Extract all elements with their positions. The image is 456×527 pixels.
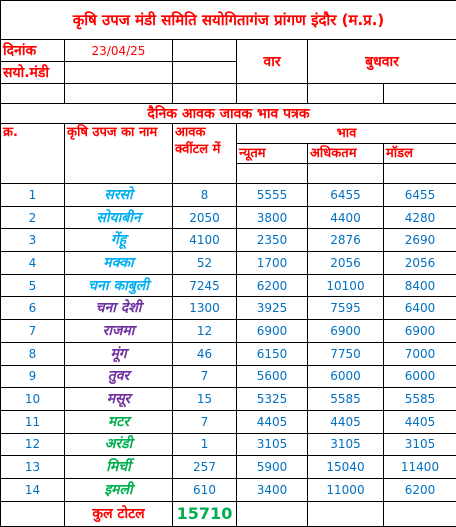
cell-max-price: 11000 bbox=[308, 478, 384, 501]
cell-sn: 8 bbox=[1, 342, 65, 365]
cell-min-price: 6200 bbox=[237, 274, 308, 297]
cell-max-price: 3105 bbox=[308, 433, 384, 456]
cell-min-price: 3800 bbox=[237, 206, 308, 229]
cell-arrival: 15 bbox=[173, 388, 237, 411]
cell-modal-price: 8400 bbox=[384, 274, 456, 297]
empty-cell bbox=[173, 40, 237, 62]
cell-modal-price: 11400 bbox=[384, 456, 456, 479]
table-row bbox=[1, 274, 456, 297]
cell-max-price: 15040 bbox=[308, 456, 384, 479]
day-label: वार bbox=[237, 40, 308, 84]
cell-min-price: 5600 bbox=[237, 365, 308, 388]
cell-modal-price: 6900 bbox=[384, 320, 456, 343]
mandi-label: सयो.मंडी bbox=[1, 62, 65, 84]
empty-cell bbox=[237, 501, 308, 526]
table-row bbox=[1, 456, 456, 479]
cell-max-price: 4405 bbox=[308, 410, 384, 433]
empty-cell bbox=[1, 84, 65, 104]
table-row bbox=[1, 433, 456, 456]
cell-modal-price: 4405 bbox=[384, 410, 456, 433]
col-head-max: अधिकतम bbox=[308, 144, 384, 164]
table-row bbox=[1, 478, 456, 501]
cell-crop: मिर्ची bbox=[65, 456, 173, 479]
date-value: 23/04/25 bbox=[65, 40, 173, 62]
cell-min-price: 6900 bbox=[237, 320, 308, 343]
cell-min-price: 3925 bbox=[237, 297, 308, 320]
cell-arrival: 610 bbox=[173, 478, 237, 501]
table-row bbox=[1, 252, 456, 275]
cell-sn: 13 bbox=[1, 456, 65, 479]
cell-arrival: 8 bbox=[173, 184, 237, 207]
cell-max-price: 6000 bbox=[308, 365, 384, 388]
cell-arrival: 1300 bbox=[173, 297, 237, 320]
cell-max-price: 5585 bbox=[308, 388, 384, 411]
cell-max-price: 7750 bbox=[308, 342, 384, 365]
table-row bbox=[1, 229, 456, 252]
cell-min-price: 6150 bbox=[237, 342, 308, 365]
cell-max-price: 6455 bbox=[308, 184, 384, 207]
cell-crop: इमली bbox=[65, 478, 173, 501]
cell-arrival: 7 bbox=[173, 365, 237, 388]
cell-crop: सोयाबीन bbox=[65, 206, 173, 229]
cell-modal-price: 5585 bbox=[384, 388, 456, 411]
cell-sn: 2 bbox=[1, 206, 65, 229]
table-row bbox=[1, 410, 456, 433]
empty-cell bbox=[384, 501, 456, 526]
table-row bbox=[1, 320, 456, 343]
col-head-sn: क्र. bbox=[1, 124, 65, 184]
cell-sn: 3 bbox=[1, 229, 65, 252]
cell-modal-price: 6000 bbox=[384, 365, 456, 388]
cell-modal-price: 2056 bbox=[384, 252, 456, 275]
cell-max-price: 2876 bbox=[308, 229, 384, 252]
cell-crop: मूंग bbox=[65, 342, 173, 365]
empty-cell bbox=[308, 501, 384, 526]
cell-sn: 7 bbox=[1, 320, 65, 343]
cell-sn: 6 bbox=[1, 297, 65, 320]
empty-cell bbox=[1, 501, 65, 526]
col-head-arrival: आवक क्वींटल में bbox=[173, 124, 237, 184]
cell-crop: राजमा bbox=[65, 320, 173, 343]
cell-crop: मक्का bbox=[65, 252, 173, 275]
cell-max-price: 10100 bbox=[308, 274, 384, 297]
cell-sn: 1 bbox=[1, 184, 65, 207]
cell-arrival: 257 bbox=[173, 456, 237, 479]
cell-arrival: 46 bbox=[173, 342, 237, 365]
cell-min-price: 5900 bbox=[237, 456, 308, 479]
table-row bbox=[1, 184, 456, 207]
empty-cell bbox=[308, 84, 384, 104]
cell-crop: तुवर bbox=[65, 365, 173, 388]
cell-modal-price: 2690 bbox=[384, 229, 456, 252]
cell-max-price: 6900 bbox=[308, 320, 384, 343]
cell-arrival: 2050 bbox=[173, 206, 237, 229]
cell-max-price: 4400 bbox=[308, 206, 384, 229]
report-subtitle: दैनिक आवक जावक भाव पत्रक bbox=[1, 104, 456, 124]
cell-min-price: 4405 bbox=[237, 410, 308, 433]
empty-cell bbox=[65, 62, 173, 84]
cell-sn: 12 bbox=[1, 433, 65, 456]
cell-modal-price: 4280 bbox=[384, 206, 456, 229]
cell-min-price: 5325 bbox=[237, 388, 308, 411]
cell-modal-price: 3105 bbox=[384, 433, 456, 456]
cell-crop: चना काबुली bbox=[65, 274, 173, 297]
empty-cell bbox=[237, 164, 308, 184]
cell-sn: 10 bbox=[1, 388, 65, 411]
col-head-price-group: भाव bbox=[237, 124, 456, 144]
cell-min-price: 1700 bbox=[237, 252, 308, 275]
cell-modal-price: 7000 bbox=[384, 342, 456, 365]
table-row bbox=[1, 297, 456, 320]
cell-arrival: 4100 bbox=[173, 229, 237, 252]
empty-cell bbox=[308, 164, 384, 184]
date-label: दिनांक bbox=[1, 40, 65, 62]
cell-sn: 5 bbox=[1, 274, 65, 297]
cell-min-price: 3105 bbox=[237, 433, 308, 456]
empty-cell bbox=[65, 84, 173, 104]
cell-modal-price: 6200 bbox=[384, 478, 456, 501]
cell-arrival: 12 bbox=[173, 320, 237, 343]
cell-max-price: 7595 bbox=[308, 297, 384, 320]
cell-arrival: 52 bbox=[173, 252, 237, 275]
cell-crop: चना देशी bbox=[65, 297, 173, 320]
data-rows bbox=[1, 184, 456, 502]
cell-crop: मटर bbox=[65, 410, 173, 433]
cell-modal-price: 6400 bbox=[384, 297, 456, 320]
cell-modal-price: 6455 bbox=[384, 184, 456, 207]
cell-min-price: 5555 bbox=[237, 184, 308, 207]
day-value: बुधवार bbox=[308, 40, 456, 84]
cell-crop: मसूर bbox=[65, 388, 173, 411]
empty-cell bbox=[384, 84, 456, 104]
cell-sn: 4 bbox=[1, 252, 65, 275]
table-row bbox=[1, 206, 456, 229]
cell-crop: सरसो bbox=[65, 184, 173, 207]
cell-max-price: 2056 bbox=[308, 252, 384, 275]
empty-cell bbox=[173, 84, 237, 104]
empty-cell bbox=[173, 62, 237, 84]
table-row bbox=[1, 365, 456, 388]
col-head-min: न्यूतम bbox=[237, 144, 308, 164]
cell-sn: 11 bbox=[1, 410, 65, 433]
cell-sn: 9 bbox=[1, 365, 65, 388]
empty-cell bbox=[237, 84, 308, 104]
cell-sn: 14 bbox=[1, 478, 65, 501]
cell-crop: अरंडी bbox=[65, 433, 173, 456]
cell-arrival: 7 bbox=[173, 410, 237, 433]
page-title: कृषि उपज मंडी समिति सयोगितागंज प्रांगण इंदौर (म.प्र.) bbox=[1, 1, 456, 40]
cell-arrival: 1 bbox=[173, 433, 237, 456]
cell-crop: गेंहू bbox=[65, 229, 173, 252]
col-head-modal: मॉडल bbox=[384, 144, 456, 164]
empty-cell bbox=[384, 164, 456, 184]
table-row bbox=[1, 388, 456, 411]
total-value: 15710 bbox=[173, 501, 237, 526]
cell-arrival: 7245 bbox=[173, 274, 237, 297]
cell-min-price: 2350 bbox=[237, 229, 308, 252]
cell-min-price: 3400 bbox=[237, 478, 308, 501]
total-label: कुल टोटल bbox=[65, 501, 173, 526]
table-row bbox=[1, 342, 456, 365]
col-head-crop: कृषि उपज का नाम bbox=[65, 124, 173, 184]
